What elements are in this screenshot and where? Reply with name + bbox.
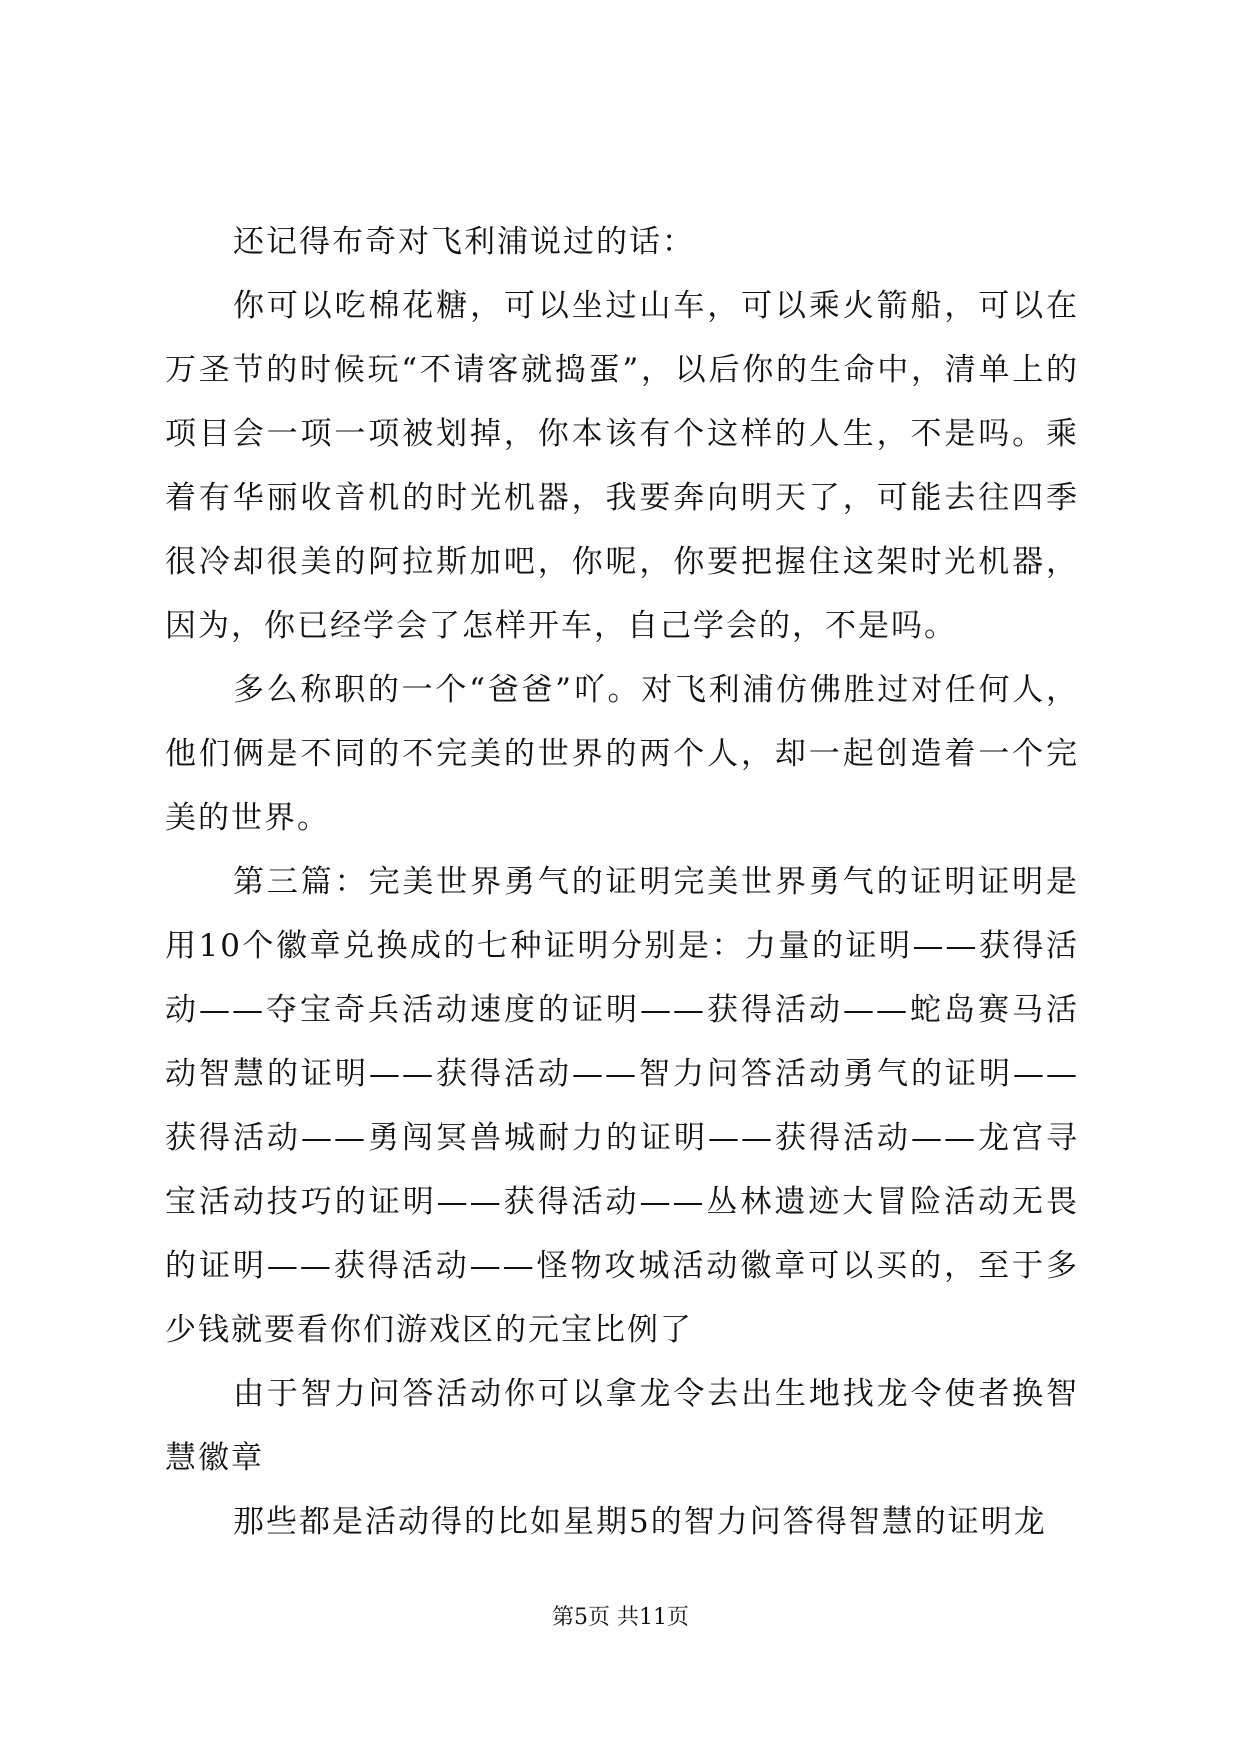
paragraph-1: 还记得布奇对飞利浦说过的话： xyxy=(233,224,695,260)
paragraph-2: 你可以吃棉花糖，可以坐过山车，可以乘火箭船，可以在万圣节的时候玩“不请客就捣蛋”，以后你的生命中，清单上的项目会一项一项被划掉，你本该有个这样的人生，不是吗。乘着有华丽收音机的时光机器，我要奔向明天了，可能去往四季很冷却很美的阿拉斯加吧，你呢，你要把握住这架时光机器，因为，你已经学会了怎样开车，自己学会的，不是吗。 xyxy=(165,288,1079,644)
paragraph-3: 多么称职的一个“爸爸”吖。对飞利浦仿佛胜过对任何人，他们俩是不同的不完美的世界的两个人，却一起创造着一个完美的世界。 xyxy=(165,672,1079,836)
document-body xyxy=(165,210,1079,1554)
paragraph-4: 第三篇：完美世界勇气的证明完美世界勇气的证明证明是用10个徽章兑换成的七种证明分别是：力量的证明——获得活动——夺宝奇兵活动速度的证明——获得活动——蛇岛赛马活动智慧的证明——获得活动——智力问答活动勇气的证明——获得活动——勇闯冥兽城耐力的证明——获得活动——龙宫寻宝活动技巧的证明——获得活动——丛林遗迹大冒险活动无畏的证明——获得活动——怪物攻城活动徽章可以买的，至于多少钱就要看你们游戏区的元宝比例了 xyxy=(165,864,1079,1348)
page-footer: 第5页 共11页 xyxy=(552,1605,689,1630)
paragraph-6: 那些都是活动得的比如星期5的智力问答得智慧的证明龙 xyxy=(233,1504,1047,1540)
paragraph-5: 由于智力问答活动你可以拿龙令去出生地找龙令使者换智慧徽章 xyxy=(165,1376,1079,1476)
